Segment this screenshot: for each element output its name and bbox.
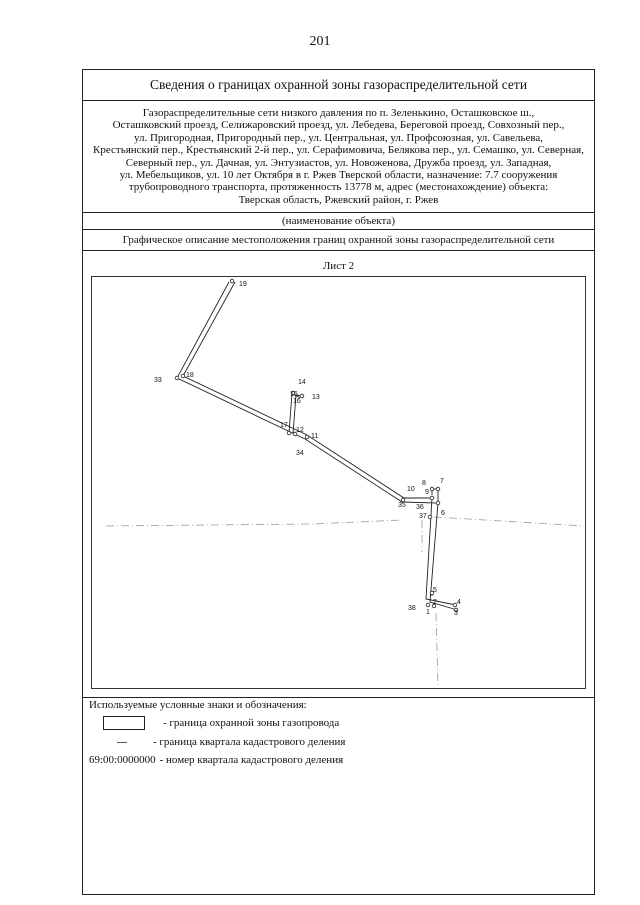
point-label: 8	[422, 480, 426, 487]
legend-item-text: - граница квартала кадастрового деления	[153, 736, 346, 748]
point-label: 14	[298, 379, 306, 386]
document-frame	[82, 69, 595, 895]
legend-item-cadastral-number	[89, 754, 343, 766]
point-label: 6	[441, 510, 445, 517]
cadastral-boundary-line	[436, 613, 438, 687]
point-label: 4	[457, 599, 461, 606]
point-label: 2	[433, 599, 437, 606]
description-line: Осташковский проезд, Селижаровский проезд, ул. Лебедева, Береговой проезд, Совхозный пер.,	[112, 119, 565, 132]
page-number: 201	[309, 34, 331, 49]
point-label: 18	[186, 372, 194, 379]
description-line: Тверская область, Ржевский район, г. Ржев	[238, 193, 439, 206]
point-label: 1	[426, 609, 430, 616]
point-label: 3	[454, 610, 458, 617]
point-label: 5	[433, 587, 437, 594]
protection-zone-symbol	[103, 716, 145, 730]
vertex-marker	[230, 279, 234, 283]
description-line: Крестьянский пер., Крестьянский 2-й пер., ул. Серафимовича, Белякова пер., ул. Семашко, ул. Северная,	[93, 144, 584, 157]
point-label: 12	[296, 427, 304, 434]
point-label: 17	[280, 422, 288, 429]
legend-item-cadastral-boundary	[89, 736, 345, 748]
description-line: Газораспределительные сети низкого давления по п. Зеленькино, Осташковское ш.,	[142, 107, 535, 119]
vertex-marker	[430, 496, 434, 500]
point-label: 35	[398, 502, 406, 509]
description-line: ул. Пригородная, Пригородный пер., ул. Центральная, ул. Профсоюзная, ул. Савельева,	[133, 131, 544, 144]
legend-title: Используемые условные знаки и обозначения:	[89, 699, 307, 711]
cadastral-boundary-symbol	[117, 742, 127, 743]
vertex-marker	[426, 603, 430, 607]
map-drawing	[91, 276, 586, 689]
vertex-marker	[430, 487, 434, 491]
graphic-description-heading: Графическое описание местоположения границ охранной зоны газораспределительной сети	[83, 230, 594, 251]
cadastral-boundary-line	[106, 520, 402, 526]
document-title: Сведения о границах охранной зоны газораспределительной сети	[83, 70, 594, 101]
legend-item-code: 69:00:0000000	[89, 754, 156, 766]
point-label: 34	[296, 450, 304, 457]
vertex-marker	[181, 374, 185, 378]
point-label: 38	[408, 605, 416, 612]
point-label: 19	[239, 281, 247, 288]
legend-divider	[83, 697, 594, 698]
point-label: 11	[311, 433, 319, 440]
description-line: Северный пер., ул. Дачная, ул. Энтузиастов, ул. Новоженова, Дружба проезд, ул. Западная,	[125, 156, 552, 169]
point-label: 33	[154, 377, 162, 384]
point-label: 9	[425, 489, 429, 496]
description-line: ул. Мебельщиков, ул. 10 лет Октября в г. Ржев Тверской области, назначение: 7.7 сооружения	[119, 169, 558, 182]
protection-zone-boundary	[183, 282, 456, 605]
point-label: 37	[419, 513, 427, 520]
cadastral-boundary-line	[434, 517, 584, 526]
point-label: 13	[312, 394, 320, 401]
description-line: трубопроводного транспорта, протяженность 13778 м, адрес (местонахождение) объекта:	[128, 181, 549, 194]
legend-item-protection-zone	[89, 716, 339, 730]
point-label: 10	[407, 486, 415, 493]
vertex-marker	[287, 431, 291, 435]
object-description	[83, 101, 594, 213]
sheet-label: Лист 2	[322, 260, 355, 272]
point-label: 15	[290, 391, 298, 398]
vertex-marker	[436, 487, 440, 491]
point-label: 7	[440, 478, 444, 485]
map-svg	[92, 277, 587, 690]
vertex-marker	[428, 515, 432, 519]
point-label: 36	[416, 504, 424, 511]
legend-item-text: - граница охранной зоны газопровода	[163, 717, 340, 729]
point-label: 16	[293, 398, 301, 405]
vertex-marker	[175, 376, 179, 380]
object-name-caption: (наименование объекта)	[83, 213, 594, 230]
legend-item-text: - номер квартала кадастрового деления	[159, 754, 344, 766]
protection-zone-boundary	[177, 282, 454, 609]
vertex-marker	[436, 501, 440, 505]
vertex-marker	[305, 435, 309, 439]
